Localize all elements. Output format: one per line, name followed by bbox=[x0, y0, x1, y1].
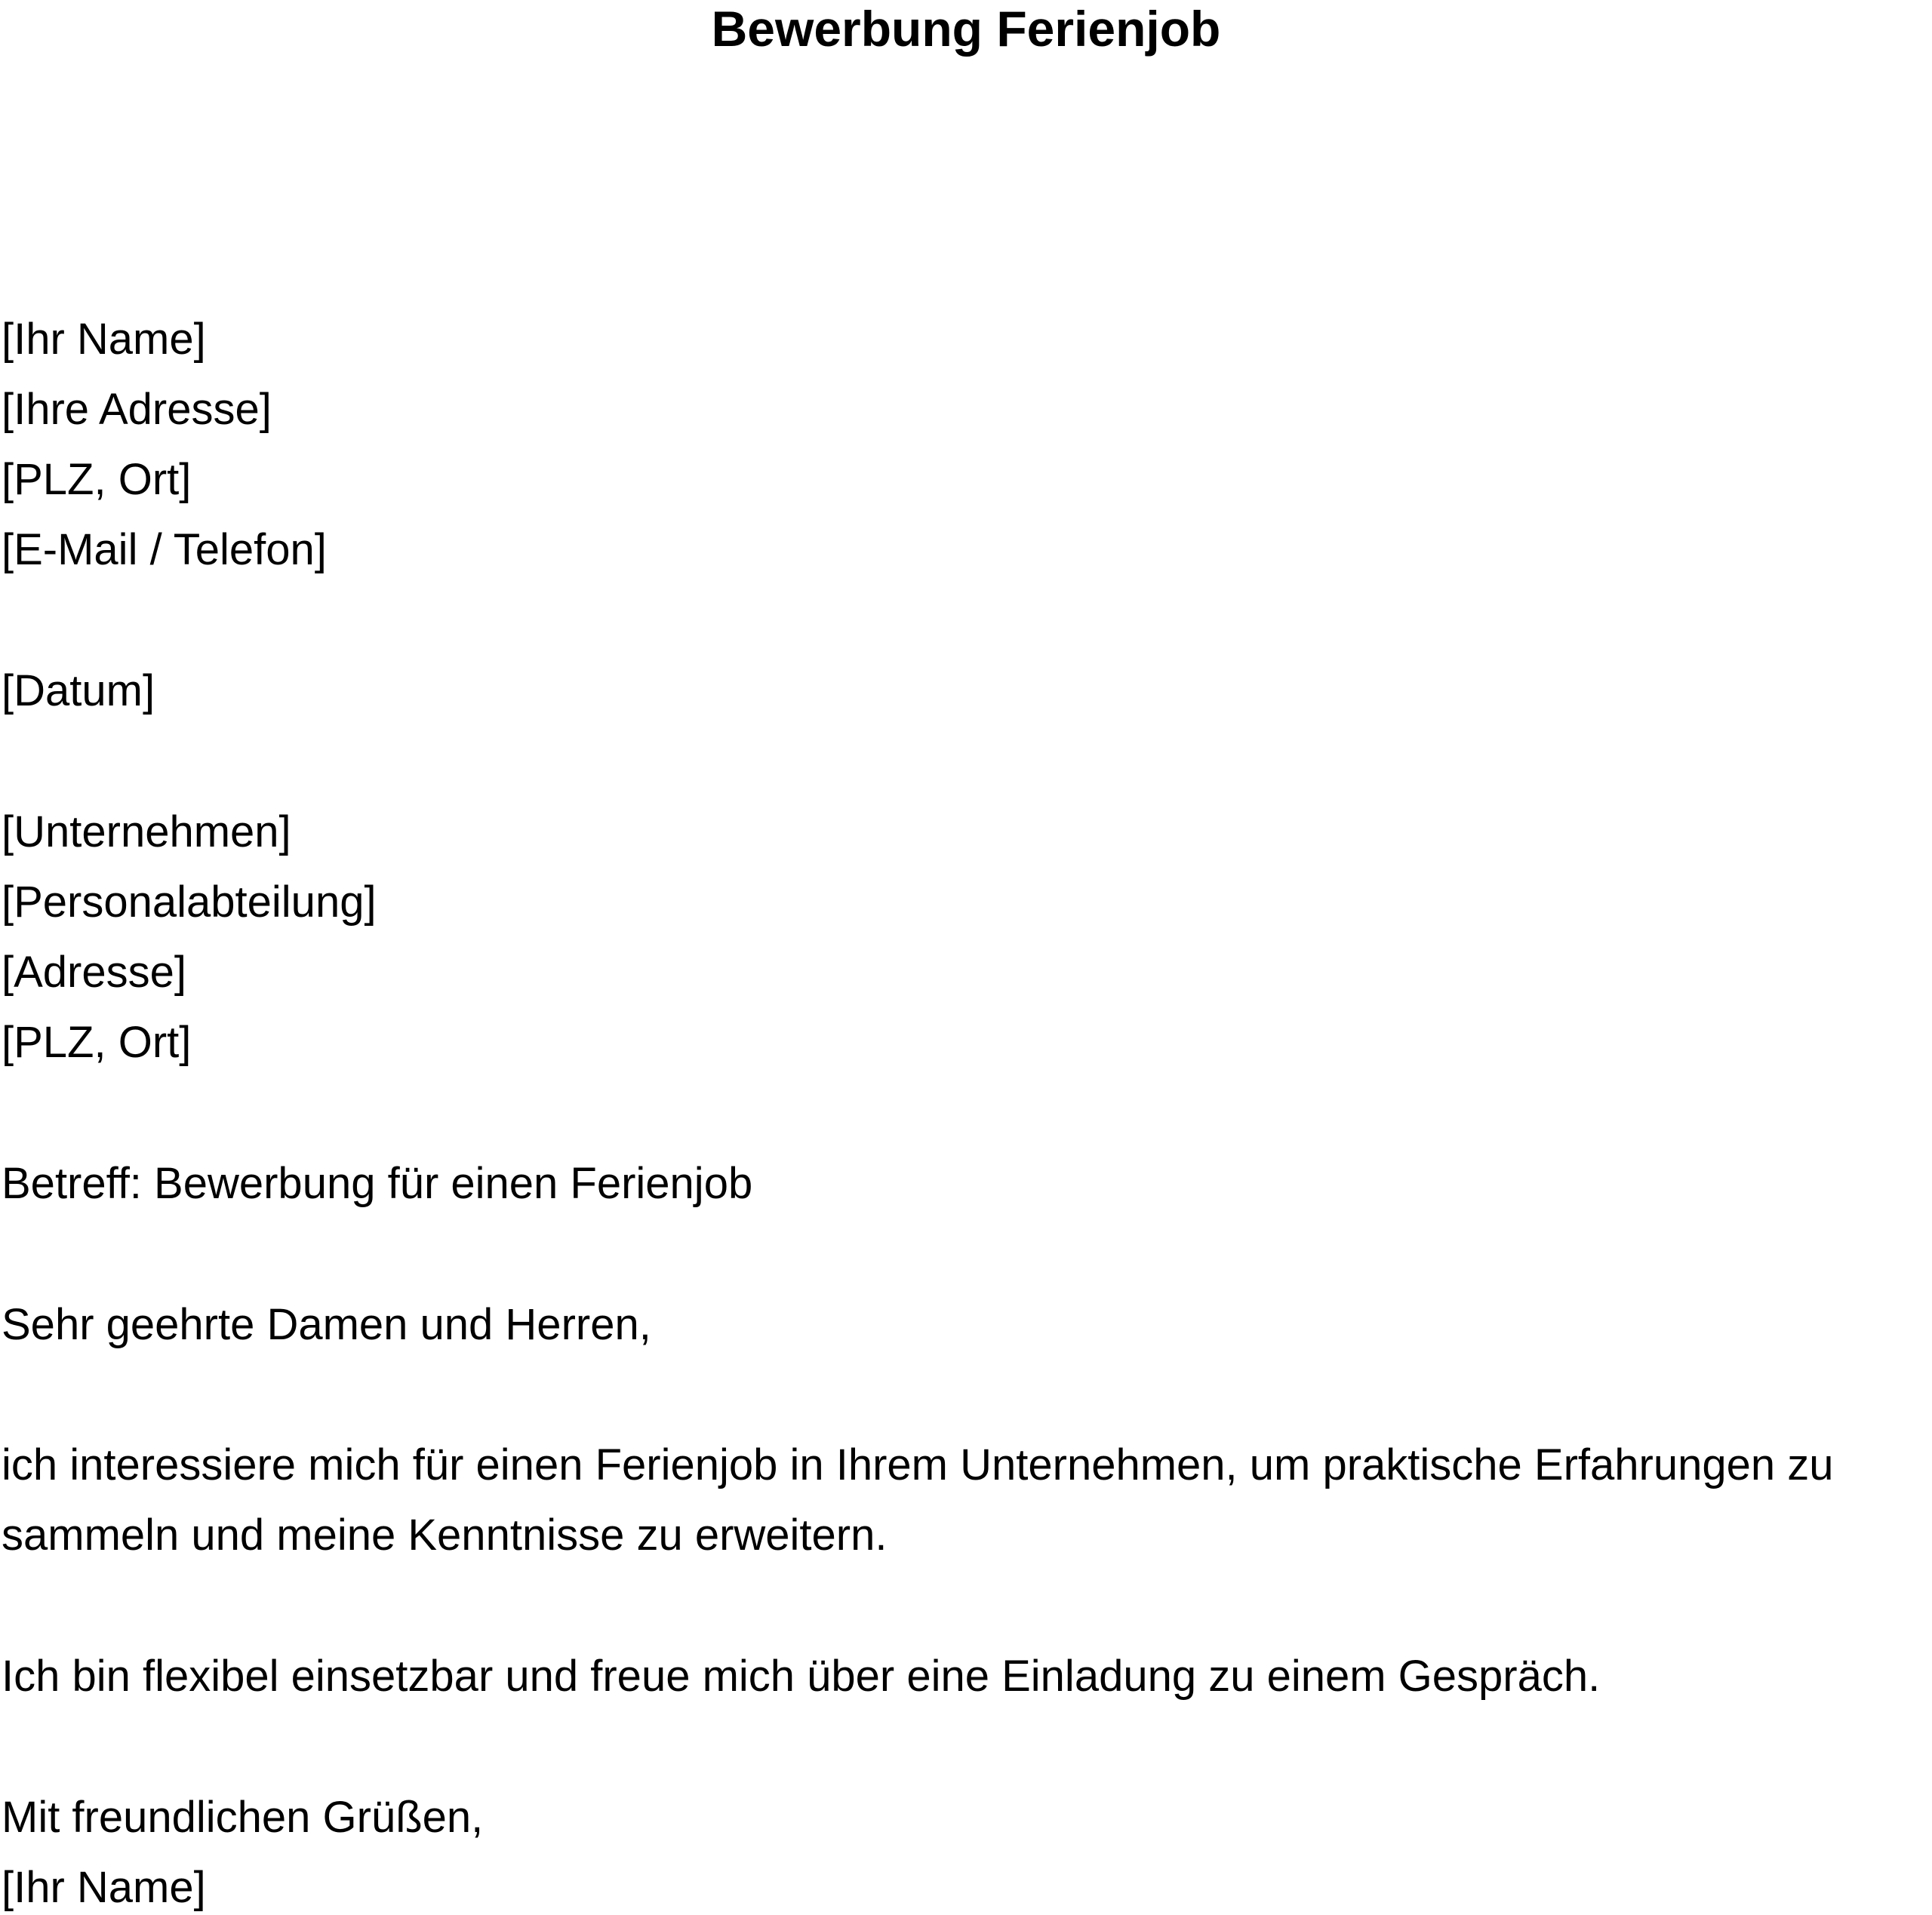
closing: Mit freundlichen Grüßen, bbox=[2, 1793, 484, 1842]
document-title: Bewerbung Ferienjob bbox=[711, 1, 1221, 57]
recipient-department: [Personalabteilung] bbox=[2, 878, 377, 927]
recipient-city: [PLZ, Ort] bbox=[2, 1018, 192, 1067]
subject-line: Betreff: Bewerbung für einen Ferienjob bbox=[2, 1159, 753, 1208]
recipient-address: [Adresse] bbox=[2, 948, 186, 997]
body-paragraph-1-line-1: ich interessiere mich für einen Ferienjob in Ihrem Unternehmen, um praktische Erfahrungen zu bbox=[2, 1440, 1834, 1489]
salutation: Sehr geehrte Damen und Herren, bbox=[2, 1300, 651, 1349]
sender-contact: [E-Mail / Telefon] bbox=[2, 525, 327, 574]
letter-date: [Datum] bbox=[2, 666, 155, 715]
sender-name: [Ihr Name] bbox=[2, 315, 206, 364]
recipient-company: [Unternehmen] bbox=[2, 807, 291, 856]
body-paragraph-1-line-2: sammeln und meine Kenntnisse zu erweitern. bbox=[2, 1511, 888, 1560]
sender-address: [Ihre Adresse] bbox=[2, 385, 272, 434]
sender-city: [PLZ, Ort] bbox=[2, 455, 192, 504]
signature-name: [Ihr Name] bbox=[2, 1863, 206, 1912]
body-paragraph-2: Ich bin flexibel einsetzbar und freue mich über eine Einladung zu einem Gespräch. bbox=[2, 1652, 1601, 1701]
